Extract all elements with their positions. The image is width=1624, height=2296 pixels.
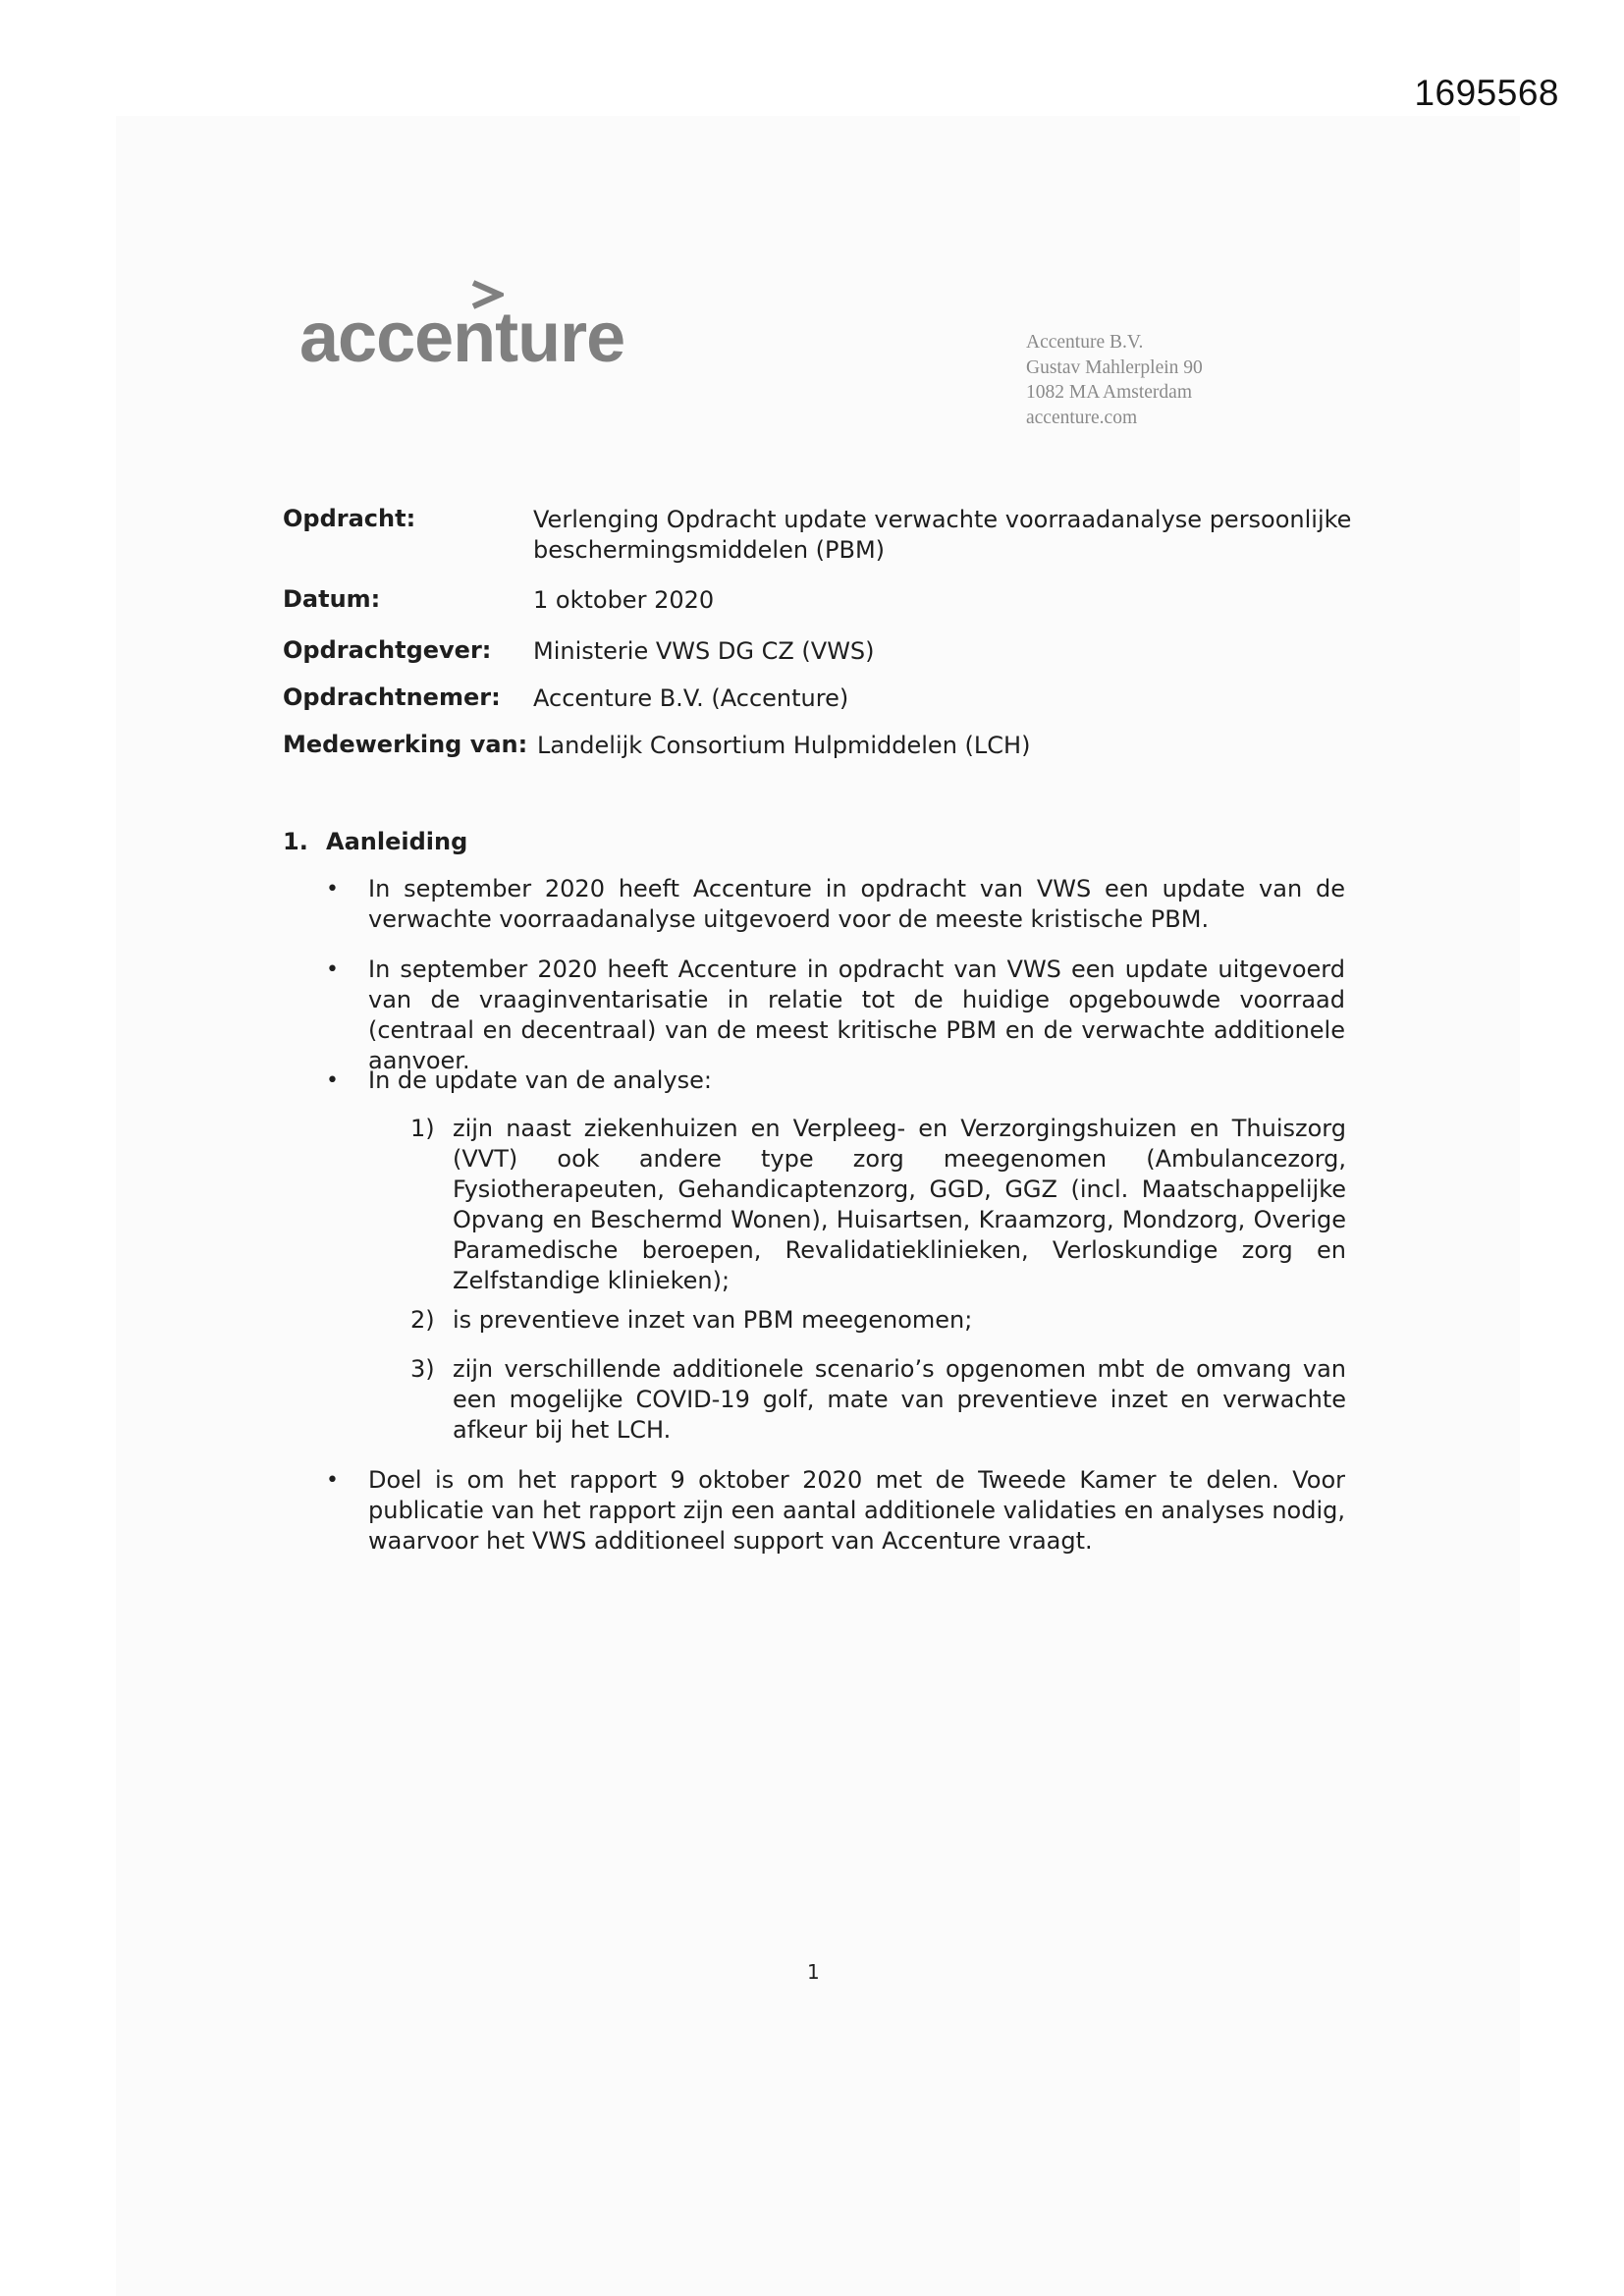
sub-item-number: 1) [410,1115,435,1142]
bullet-paragraph: In september 2020 heeft Accenture in opdracht van VWS een update van de verwachte voorraadanalyse uitgevoerd voor de meeste kristische PBM. [368,875,1345,933]
document-id: 1695568 [1414,73,1559,113]
bullet-paragraph: In de update van de analyse: [368,1066,712,1094]
sub-item-text: zijn naast ziekenhuizen en Verpleeg- en Verzorgingshuizen en Thuiszorg (VVT) ook andere type zorg meegenomen (Ambulancezorg, Fysiotherapeuten, Gehandicaptenzorg, GGD, GGZ (incl. Maatschappelijke Opvang en Beschermd Wonen), Huisartsen, Kraamzorg, Mondzorg, Overige Paramedische beroepen, Revalidatieklinieken, Verloskundige zorg en Zelfstandige klinieken); [453,1115,1346,1294]
sub-item-number: 3) [410,1355,435,1383]
meta-value: Verlenging Opdracht update verwachte voorraadanalyse persoonlijke beschermingsmiddelen (PBM) [533,506,1352,564]
address-line: Accenture B.V. [1026,332,1144,353]
sub-item-number: 2) [410,1306,435,1334]
bullet-symbol: • [326,877,339,902]
meta-label: Opdrachtgever: [283,636,492,664]
bullet-paragraph: In september 2020 heeft Accenture in opdracht van VWS een update uitgevoerd van de vraaginventarisatie in relatie tot de huidige opgebouwde voorraad (centraal en decentraal) van de meest kritische PBM en de verwachte additionele aanvoer. [368,956,1345,1074]
bullet-symbol: • [326,957,339,982]
meta-value: Ministerie VWS DG CZ (VWS) [533,637,875,665]
section-number: 1. [283,828,308,855]
bullet-symbol: • [326,1068,339,1093]
sub-item-text: zijn verschillende additionele scenario’s opgenomen mbt de omvang van een mogelijke COVID-19 golf, mate van preventieve inzet en verwachte afkeur bij het LCH. [453,1355,1346,1444]
meta-value: Accenture B.V. (Accenture) [533,684,849,712]
logo-wordmark: accenture [299,299,625,377]
page-number: 1 [807,1960,820,1984]
address-line: 1082 MA Amsterdam [1026,382,1192,403]
meta-label: Medewerking van: [283,731,528,758]
meta-label: Datum: [283,585,381,613]
section-title: Aanleiding [326,828,468,855]
meta-value: 1 oktober 2020 [533,586,715,614]
bullet-symbol: • [326,1468,339,1493]
company-address [1026,330,1203,430]
accenture-logo [299,280,625,388]
meta-label: Opdrachtnemer: [283,683,501,711]
section-heading [283,828,467,855]
meta-value: Landelijk Consortium Hulpmiddelen (LCH) [537,732,1031,759]
address-line: Gustav Mahlerplein 90 [1026,356,1203,378]
meta-label: Opdracht: [283,505,416,532]
bullet-paragraph: Doel is om het rapport 9 oktober 2020 met de Tweede Kamer te delen. Voor publicatie van het rapport zijn een aantal additionele validaties en analyses nodig, waarvoor het VWS additioneel support van Accenture vraagt. [368,1466,1345,1555]
sub-item-text: is preventieve inzet van PBM meegenomen; [453,1306,973,1334]
address-line: accenture.com [1026,407,1138,428]
